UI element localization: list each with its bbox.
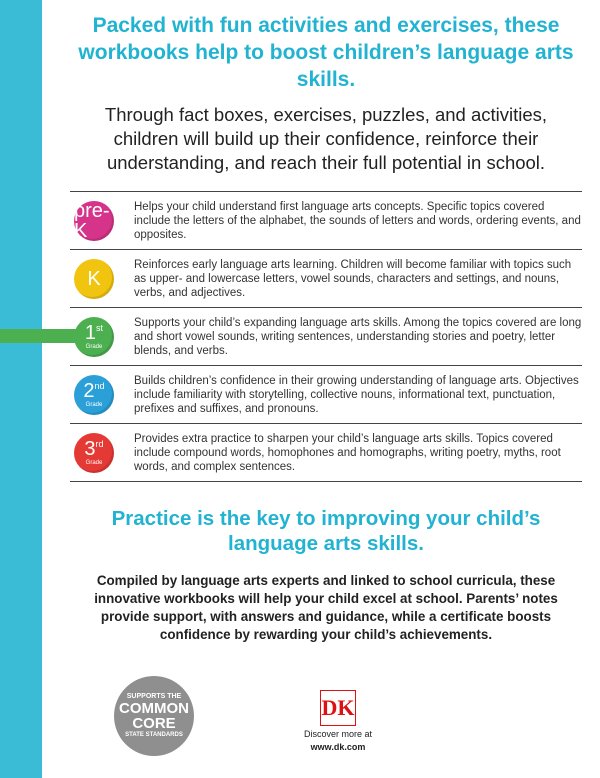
credit-front: Front: — [56, 689, 65, 711]
publisher-block — [288, 690, 388, 752]
core-main-text: COMMON CORE — [119, 700, 189, 732]
level-row-kindergarten — [70, 250, 582, 308]
level-list — [70, 191, 582, 482]
credit-photographer: Dave King — [56, 490, 65, 528]
badge-grade-label: Grade — [85, 344, 103, 350]
discover-text: Discover more at — [303, 729, 373, 739]
level-description: Builds children’s confidence in their growing understanding of language arts. Objectives include familiarity with storytelling, collective nouns, informational text, punctuation, prefixes and suffixes, and pronouns. — [134, 374, 579, 415]
badge-prefix: pre- — [74, 199, 110, 222]
badge-grade-label: Grade — [85, 402, 103, 408]
credit-dreamstime: Dreamstime: — [56, 638, 65, 688]
website-link[interactable]: www.dk.com — [310, 742, 366, 752]
credit-dk: DK: — [56, 529, 65, 545]
level-row-second-grade — [70, 366, 582, 424]
level-row-prek — [70, 192, 582, 250]
level-description: Provides extra practice to sharpen your child’s language arts skills. Topics covered include compound words, homophones and homographs, writing poetry, myths, root words, and complex sentences. — [134, 432, 561, 473]
tagline: Practice is the key to improving your child’s language arts skills. — [111, 507, 541, 555]
common-core-badge — [114, 676, 194, 756]
badge-suffix: rd — [95, 439, 104, 449]
badge-second-grade-icon — [74, 375, 114, 415]
badge-number: 2 — [83, 380, 95, 402]
badge-prek-icon — [74, 201, 114, 241]
badge-third-grade-icon — [74, 433, 114, 473]
image-credit — [56, 490, 65, 770]
badge-number: 1 — [84, 322, 97, 344]
badge-first-grade-icon — [74, 317, 114, 357]
badge-letter: K — [87, 267, 101, 290]
level-description: Supports your child’s expanding language arts skills. Among the topics covered are long and short vowel sounds, writing sentences, understanding stories and poetry, letter blends, and verbs. — [134, 316, 582, 357]
badge-suffix: nd — [94, 381, 105, 391]
main-content — [70, 0, 582, 752]
credit-label: Jacket images: — [56, 712, 65, 770]
badge-k-icon — [74, 259, 114, 299]
level-description: Reinforces early language arts learning. Children will become familiar with topics such as upper- and lowercase letters, vowel sounds, characters and settings, and nouns, verbs, and adjectives. — [134, 258, 572, 299]
badge-grade-label: Grade — [85, 460, 103, 466]
core-bottom-text: STATE STANDARDS — [125, 732, 183, 738]
footer — [70, 660, 582, 770]
credit-names: Lumina, Christophe Testi; — [56, 546, 65, 637]
intro-paragraph: Through fact boxes, exercises, puzzles, and activities, children will build up their confidence, reinforce their understanding, and reach their full potential in school. — [104, 104, 548, 173]
core-top-text: SUPPORTS THE — [126, 693, 182, 700]
level-row-first-grade — [70, 308, 582, 366]
summary-paragraph: Compiled by language arts experts and linked to school curricula, these innovative workbooks will help your child excel at school. Parents’ notes provide support, with answers and guidance, while a certificate boosts confidence by rewarding your child’s achievements. — [94, 573, 558, 642]
badge-suffix: st — [96, 323, 104, 333]
dk-logo: DK — [320, 690, 356, 726]
level-description: Helps your child understand first language arts concepts. Specific topics covered include the letters of the alphabet, the sounds of letters and words, ordering events, and opposites. — [134, 200, 581, 241]
spine-stripe — [0, 0, 42, 778]
headline: Packed with fun activities and exercises, these workbooks help to boost children’s language arts skills. — [78, 14, 574, 91]
level-row-third-grade — [70, 424, 582, 482]
badge-number: 3 — [84, 438, 96, 460]
badge-letter: K — [74, 219, 88, 242]
